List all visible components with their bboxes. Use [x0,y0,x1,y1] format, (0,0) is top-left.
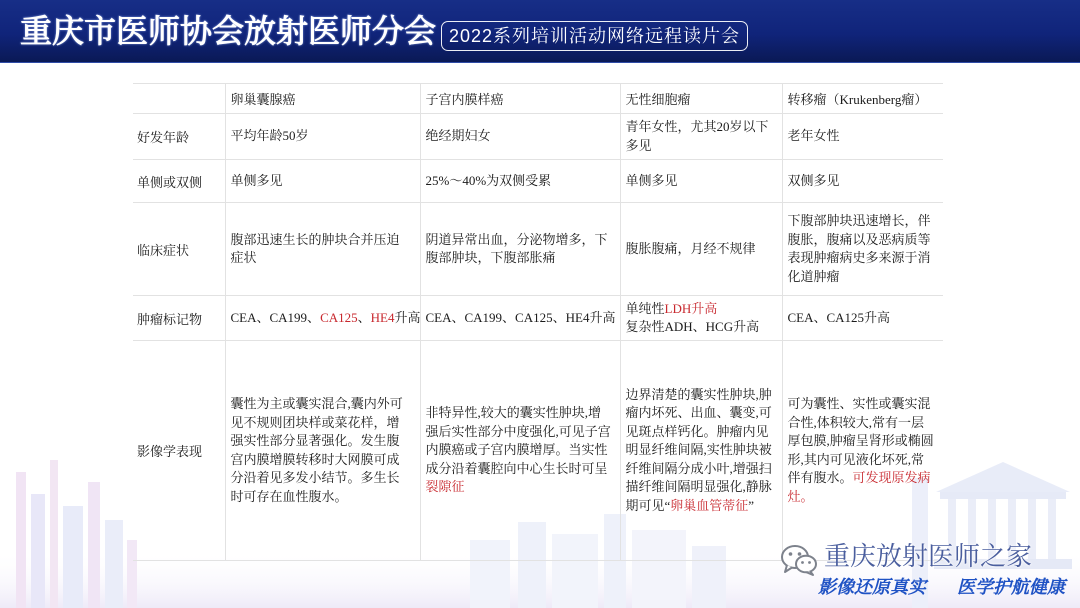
wechat-icon [780,544,818,576]
table-cell [420,160,620,203]
cell-line [426,309,615,328]
cell-line [626,386,777,405]
highlighted-text: 可发现原发病 [852,470,931,485]
column-header: 卵巢囊腺癌 [225,84,420,114]
cell-text: 明显纤维间隔,实性肿块被 [625,442,772,458]
cell-line [788,268,939,287]
cell-line [626,423,777,442]
cell-text: 青年女性，尤其20岁以下 [625,119,769,134]
cell-line [426,249,615,268]
cell-line [426,478,615,497]
table-cell [620,114,782,160]
cell-line [231,414,415,433]
cell-line [231,172,415,191]
comparison-table [133,83,943,561]
cell-line [788,432,939,451]
cell-line [788,127,939,146]
table-cell [782,296,943,341]
cell-text: 伴有腹水。 [787,470,853,485]
cell-line [788,249,939,268]
corner-cell [133,84,225,114]
cell-text: 症状 [230,250,257,265]
cell-line [231,432,415,451]
cell-text: CEA、CA199、CA125、HE4升高 [425,309,616,325]
cell-line [788,172,939,191]
cell-text: 合性,体积较大,常有一层 [787,414,925,430]
cell-line [788,231,939,250]
cell-line [626,172,777,191]
cell-text: 瘤内坏死、出血、囊变,可 [625,405,772,421]
cell-text: 绝经期妇女 [425,128,491,144]
table-cell [225,114,420,160]
cell-text: 腹部肿块，下腹部胀痛 [425,250,556,265]
row-label: 肿瘤标记物 [133,296,225,341]
cell-text: 宫内膜增膜转移时大网膜可成 [230,451,400,467]
table-cell [225,160,420,203]
cell-line [426,423,615,442]
cell-text: 形,其内可见液化坏死,常 [787,451,925,467]
highlighted-text: 裂隙征 [425,479,465,495]
column-header: 无性细胞瘤 [620,84,782,114]
table-cell [620,296,782,341]
cell-line [426,441,615,460]
table-cell [620,203,782,296]
highlighted-text: 卵巢血管蒂征 [670,497,749,513]
event-title: 2022系列培训活动网络远程读片会 [448,26,741,46]
table-cell [620,341,782,561]
table-row [133,160,943,203]
cell-line [231,127,415,146]
cell-text: 强实性部分显著强化。发生腹 [230,433,400,448]
cell-text: 平均年龄50岁 [230,128,309,144]
cell-text: 化道肿瘤 [787,268,840,284]
row-label: 影像学表现 [133,341,225,561]
cell-text: 25%～40%为双侧受累 [425,172,552,188]
row-label: 临床症状 [133,203,225,296]
cell-line [426,172,615,191]
table-header-row [133,84,943,114]
table-cell [225,341,420,561]
table-cell [782,203,943,296]
cell-text: 复杂性ADH、HCG升高 [625,319,760,334]
cell-line [231,469,415,488]
cell-text: 可为囊性、实性或囊实混 [787,396,931,411]
cell-text: 见不规则团块样或菜花样，增 [230,414,400,430]
cell-text: 内膜癌或子宫内膜增厚。当实性 [425,442,608,458]
table-cell [420,296,620,341]
row-label: 好发年龄 [133,114,225,160]
cell-text: 厚包膜,肿瘤呈肾形或椭圆 [787,433,934,448]
table-cell [782,341,943,561]
cell-line [426,460,615,479]
org-title: 重庆市医师协会放射医师分会 [20,12,437,50]
cell-line [231,395,415,414]
cell-text: 边界清楚的囊实性肿块,肿 [625,386,772,402]
table-row [133,341,943,561]
table-row [133,203,943,296]
cell-line [788,451,939,470]
table-cell [420,114,620,160]
cell-line [626,478,777,497]
cell-text: CEA、CA125升高 [787,309,891,325]
cell-line [626,300,777,319]
watermark-slogan-left: 影像还原真实 [818,577,926,598]
cell-text: 单纯性 [625,300,665,316]
title-banner [0,0,1080,63]
table-row [133,296,943,341]
cell-text: 老年女性 [787,128,840,144]
cell-line [231,451,415,470]
cell-text: 时可存在血性腹水。 [230,488,348,504]
cell-line [788,488,939,507]
cell-text: 、 [357,309,371,325]
cell-line [426,231,615,250]
table-row [133,114,943,160]
cell-line [788,395,939,414]
watermark [778,538,1073,602]
cell-line [426,404,615,423]
table-cell [225,203,420,296]
cell-line [788,212,939,231]
cell-line [626,240,777,259]
cell-line [788,469,939,488]
cell-line [426,127,615,146]
cell-text: 非特异性,较大的囊实性肿块,增 [425,405,602,421]
table-cell [420,203,620,296]
cell-text: 强后实性部分中度强化,可见子宫 [425,423,611,439]
column-header: 转移瘤（Krukenberg瘤） [782,84,943,114]
cell-line [788,414,939,433]
table-cell [782,160,943,203]
cell-text: 多见 [625,137,652,153]
row-label: 单侧或双侧 [133,160,225,203]
cell-line [626,137,777,156]
cell-line [626,497,777,516]
cell-line [230,309,421,328]
cell-text: ” [748,497,755,513]
table-cell [782,114,943,160]
cell-line [626,404,777,423]
cell-text: 阴道异常出血，分泌物增多，下 [425,231,608,247]
watermark-account: 重庆放射医师之家 [824,542,1033,572]
cell-text: 升高 [394,309,421,325]
highlighted-text: HE4 [370,309,395,325]
cell-text: 见斑点样钙化。肿瘤内见 [625,423,769,439]
table-cell [620,160,782,203]
cell-text: 双侧多见 [787,172,840,188]
watermark-slogan-right: 医学护航健康 [957,577,1065,598]
table-cell [420,341,620,561]
cell-text: 期可见“ [625,497,671,513]
cell-text: 描纤维间隔明显强化,静脉 [625,479,772,495]
cell-line [626,441,777,460]
highlighted-text: CA125 [320,309,358,325]
cell-text: 腹胀腹痛，月经不规律 [625,240,756,256]
table-cell [225,296,420,341]
cell-line [231,231,415,250]
cell-text: 下腹部肿块迅速增长，伴 [787,213,931,228]
cell-text: 成分沿着囊腔向中心生长时可呈 [425,460,608,476]
cell-text: 腹胀，腹痛以及恶病质等 [787,231,931,247]
highlighted-text: LDH升高 [664,300,718,316]
cell-line [788,309,939,328]
cell-text: 纤维间隔分成小叶,增强扫 [625,460,772,476]
cell-line [231,249,415,268]
table-body [133,114,943,561]
event-title-box [441,21,748,51]
cell-text: 分沿着见多发小结节。多生长 [230,470,400,485]
cell-line [626,118,777,137]
cell-line [231,488,415,507]
cell-text: CEA、CA199、 [230,309,321,325]
cell-line [626,460,777,479]
cell-text: 单侧多见 [230,172,283,188]
cell-text: 单侧多见 [625,172,678,188]
cell-text: 腹部迅速生长的肿块合并压迫 [230,231,400,247]
cell-text: 表现肿瘤病史多来源于消 [787,250,931,265]
cell-line [626,318,777,337]
highlighted-text: 灶。 [787,488,814,504]
cell-text: 囊性为主或囊实混合,囊内外可 [230,396,403,411]
column-header: 子宫内膜样癌 [420,84,620,114]
